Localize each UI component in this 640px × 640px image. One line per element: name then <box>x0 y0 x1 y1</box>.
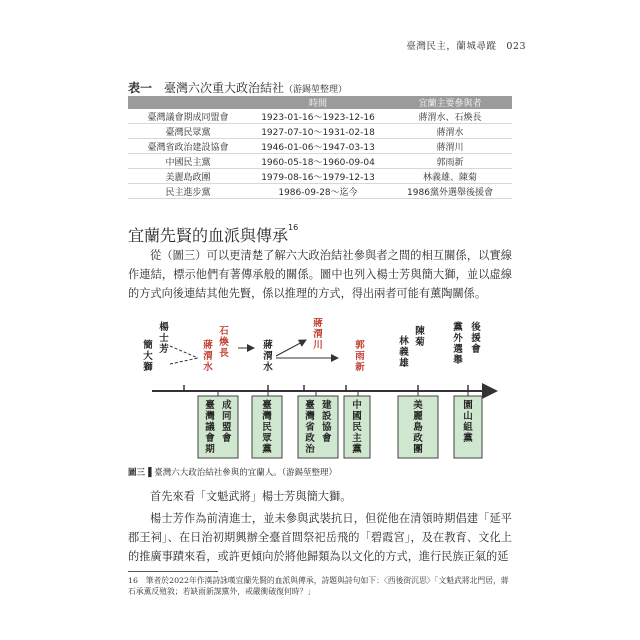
figure-number: 圖三 <box>128 468 146 478</box>
footnote-rule <box>128 571 218 572</box>
table-header-cell: 時間 <box>248 96 388 109</box>
org-label: 園山組黨 <box>463 400 473 444</box>
footnote-mark: 16 <box>288 223 299 232</box>
paragraph-3: 楊士芳作為前清進士，並未參與武裝抗日，但從他在清領時期倡建「延平郡王祠」、在日治初期興辦全臺首間祭祀岳飛的「碧霞宮」，及在教育、文化上的推廣事蹟來看，或許更傾向於將他歸類為以文化的方式，進行民族正氣的延 <box>128 512 512 563</box>
table-cell: 1923-01-16～1923-12-16 <box>248 109 388 124</box>
org-label: 美麗島政團 <box>413 400 423 455</box>
table-number: 表一 <box>128 81 153 95</box>
table-row <box>128 154 512 169</box>
table-cell: 臺灣議會期成同盟會 <box>128 109 248 124</box>
table-cell: 1986黨外選舉後援會 <box>388 184 512 199</box>
org-label: 臺灣民眾黨 <box>262 400 272 455</box>
table-cell: 民主進步黨 <box>128 184 248 199</box>
person-name: 楊士芳 <box>159 322 169 355</box>
person-name: 蔣渭水 <box>203 340 213 373</box>
table-title-text: 臺灣六次重大政治結社 <box>164 81 285 95</box>
table-header-row <box>128 96 512 109</box>
org-label: 中國民主黨 <box>352 400 362 455</box>
table-row <box>128 139 512 154</box>
dashed-link-2 <box>170 358 198 364</box>
person-name: 黨外選舉 <box>453 322 463 366</box>
org-box <box>198 396 238 458</box>
table-body <box>128 109 512 199</box>
person-name: 郭雨新 <box>355 340 365 373</box>
paragraph-1: 從（圖三）可以更清楚了解六大政治結社參與者之間的相互關係，以實線作連結，標示他們有著傳承般的關係。圖中也列入楊士芳與簡大獅，並以虛線的方式向後連結其他先賢，係以推理的方式，得出兩者可能有薰陶關係。 <box>128 249 512 300</box>
table-cell: 蔣渭水 <box>388 124 512 139</box>
table-cell: 1946-01-06～1947-03-13 <box>248 139 388 154</box>
table-row <box>128 124 512 139</box>
table-header-cell: 宜蘭主要參與者 <box>388 96 512 109</box>
table-row <box>128 184 512 199</box>
person-name: 蔣渭川 <box>313 318 323 351</box>
person-name: 陳菊 <box>415 326 425 348</box>
person-name: 林義雄 <box>399 336 409 369</box>
figure-caption-text: 臺灣六大政治結社參與的宜蘭人。（游錫堃整理） <box>154 468 338 478</box>
org-label: 臺灣議會期 <box>205 400 215 455</box>
section-title: 宜蘭先賢的血派與傳承 <box>128 226 289 245</box>
table-title <box>128 79 347 96</box>
person-name: 石煥長 <box>219 326 229 359</box>
running-head: 臺灣民主，蘭城尋蹤 023 <box>406 41 526 52</box>
table-row <box>128 169 512 184</box>
table-cell: 中國民主黨 <box>128 154 248 169</box>
table-cell: 美麗島政團 <box>128 169 248 184</box>
table-cell: 郭雨新 <box>388 154 512 169</box>
person-name: 簡大獅 <box>143 340 153 373</box>
table-author: （游錫堃整理） <box>284 85 348 95</box>
table-cell: 1986-09-28～迄今 <box>248 184 388 199</box>
table-cell: 蔣渭川 <box>388 139 512 154</box>
people-names <box>142 318 481 373</box>
table-cell: 1979-08-16～1979-12-13 <box>248 169 388 184</box>
org-label: 臺灣省政治 <box>305 400 315 455</box>
table-cell: 1927-07-10～1931-02-18 <box>248 124 388 139</box>
table-cell: 1960-05-18～1960-09-04 <box>248 154 388 169</box>
figure-caption: 圖三▐ 臺灣六大政治結社參與的宜蘭人。（游錫堃整理） <box>128 468 338 478</box>
lineage-diagram <box>128 318 512 463</box>
footnote: 16 筆者於2022年作漢詩詠嘆宜蘭先賢的血派與傳承，詩題與詩句如下：〈西後街沉思〉「文魁武將北門居，蔣石承薰反殖敘；若缺雨新謀黨外，戒嚴衝破復何時？」 <box>128 576 509 596</box>
table-cell: 臺灣省政治建設協會 <box>128 139 248 154</box>
org-label: 建設協會 <box>322 400 332 444</box>
link-2-3 <box>276 340 306 356</box>
table-cell: 林義雄、陳菊 <box>388 169 512 184</box>
person-name: 蔣渭水 <box>263 340 273 373</box>
section-heading <box>128 223 298 246</box>
org-label: 成同盟會 <box>222 400 232 444</box>
org-boxes <box>198 396 482 458</box>
organizations-table <box>128 96 512 199</box>
paragraph-2: 首先來看「文魁武將」楊士芳與簡大獅。 <box>150 490 352 503</box>
person-name: 後援會 <box>471 322 481 355</box>
org-box <box>298 396 338 458</box>
table-row <box>128 109 512 124</box>
table-cell: 臺灣民眾黨 <box>128 124 248 139</box>
table-cell: 蔣渭水、石煥長 <box>388 109 512 124</box>
dashed-link-1 <box>170 346 198 358</box>
table-header-cell <box>128 96 248 109</box>
